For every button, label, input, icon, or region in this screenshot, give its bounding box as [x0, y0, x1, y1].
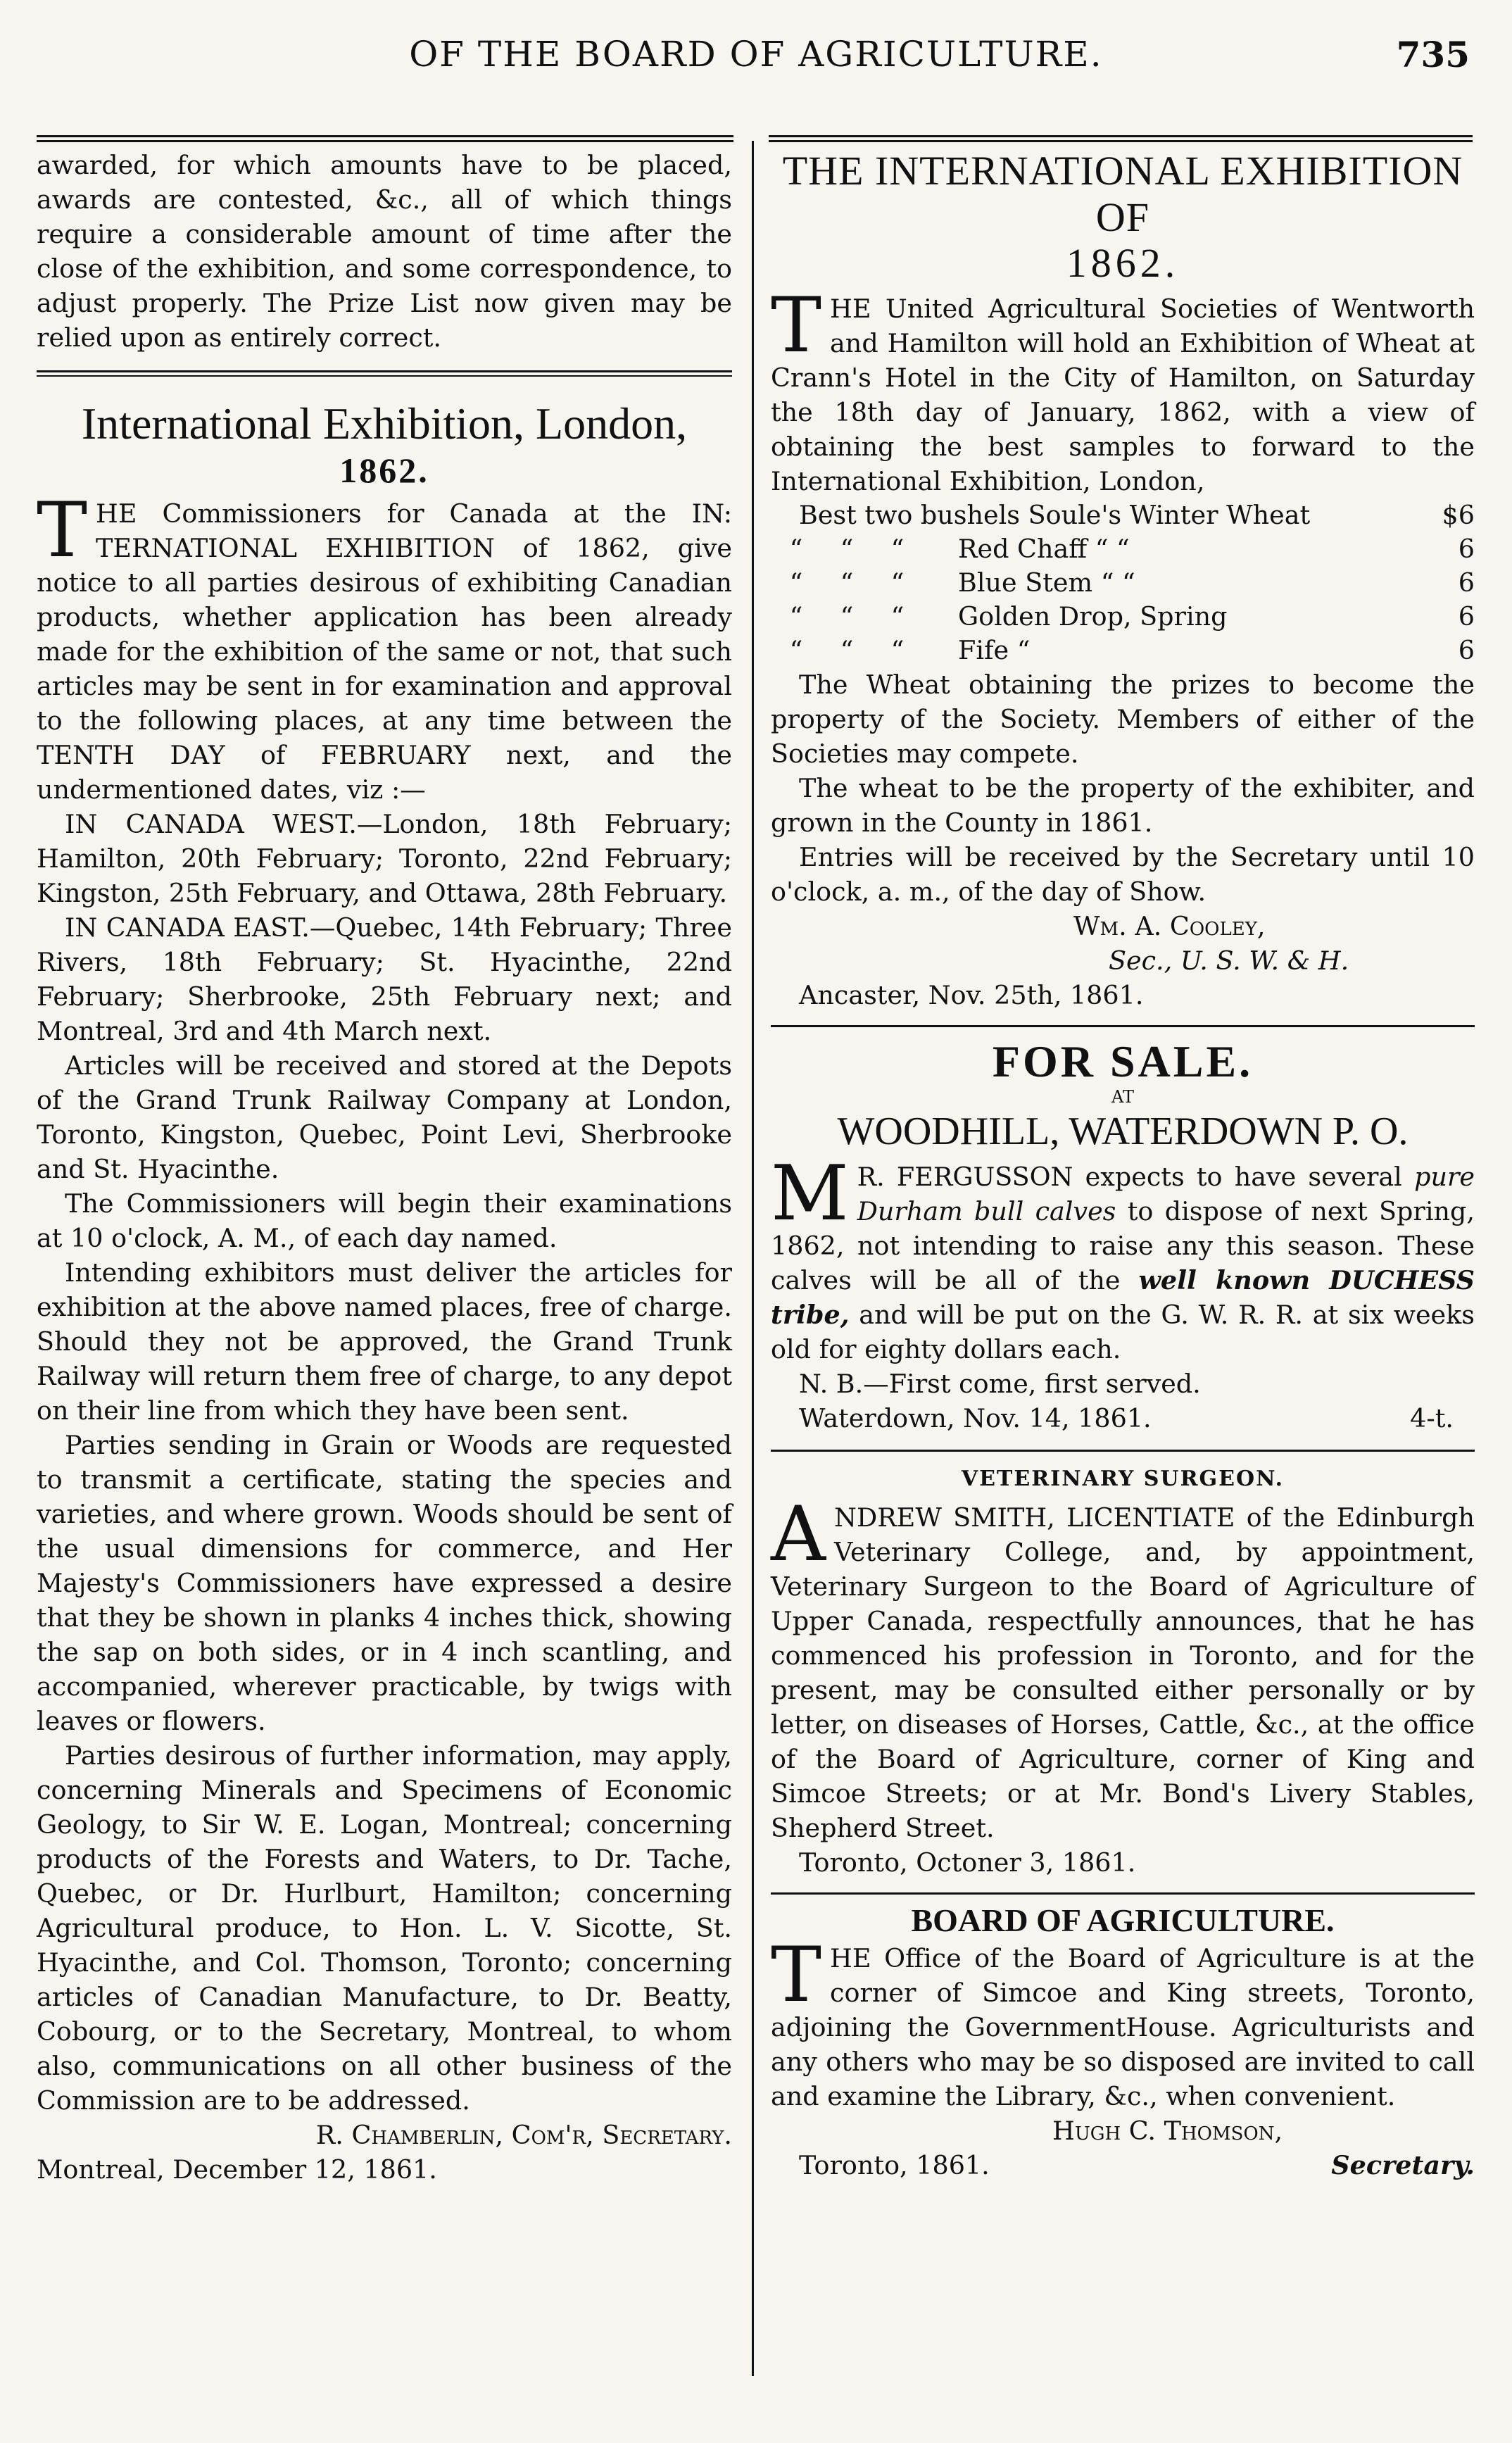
ditto-mark: “: [789, 601, 803, 632]
column-divider: [752, 141, 754, 2376]
ditto-mark: “: [890, 567, 905, 598]
wheat-exhibition-headline: THE INTERNATIONAL EXHIBITION OF: [782, 148, 1463, 240]
canada-east-paragraph: IN CANADA EAST.—Quebec, 14th February; Three Rivers, 18th February; St. Hyacinthe, 22nd February; Sherbrooke, 25th February next; and Montreal, 3rd and 4th March next.: [37, 912, 732, 1046]
ditto-mark: “: [840, 635, 854, 665]
commissioners-paragraph: The Commissioners will begin their examinations at 10 o'clock, A. M., of each day named.: [37, 1188, 732, 1253]
prize-row: [771, 634, 1475, 667]
entries-paragraph: Entries will be received by the Secretary until 10 o'clock, a. m., of the day of Show.: [771, 842, 1475, 907]
for-sale-note: N. B.—First come, first served.: [799, 1369, 1201, 1399]
duchess-tribe: well known DUCHESS tribe,: [771, 1265, 1475, 1330]
for-sale-text: and will be put on the G. W. R. R. at six weeks old for eighty dollars each.: [771, 1300, 1475, 1364]
divider: [771, 1450, 1475, 1452]
prize-row: [771, 498, 1475, 532]
divider: [771, 1892, 1475, 1895]
board-role: Secretary.: [1331, 2150, 1475, 2180]
board-headline: BOARD OF AGRICULTURE.: [911, 1902, 1335, 1938]
ditto-mark: “: [890, 601, 905, 632]
intending-paragraph: Intending exhibitors must deliver the articles for exhibition at the above named places, free of charge. Should they not be approved, the Grand Trunk Railway will return them free of charge, to any depot on their line from which they have been sent.: [37, 1257, 732, 1426]
ancaster-dateline: Ancaster, Nov. 25th, 1861.: [799, 980, 1144, 1010]
divider: [37, 375, 732, 377]
board-text: HE Office of the Board of Agriculture is at the corner of Simcoe and King streets, Toronto, adjoining the GovernmentHouse. Agriculturists and any others who may be so disposed are invited to call and examine the Library, &c., when convenient.: [771, 1943, 1475, 2111]
signature: R. Chamberlin, Com'r, Secretary.: [315, 2120, 732, 2150]
drop-capital: M: [771, 1150, 849, 1238]
veterinary-headline: VETERINARY SURGEON.: [961, 1467, 1285, 1491]
veterinary-dateline: Toronto, Octoner 3, 1861.: [799, 1847, 1136, 1878]
running-title: OF THE BOARD OF AGRICULTURE.: [409, 34, 1103, 75]
prize-row: [771, 600, 1475, 634]
for-sale-headline: FOR SALE.: [992, 1036, 1254, 1086]
articles-paragraph: Articles will be received and stored at the Depots of the Grand Trunk Railway Company at London, Toronto, Kingston, Quebec, Point Levi, Sherbrooke and St. Hyacinthe.: [37, 1050, 732, 1184]
board-signature: Hugh C. Thomson,: [1052, 2116, 1283, 2146]
prize-row: [771, 532, 1475, 566]
prizes-paragraph: The Wheat obtaining the prizes to become the property of the Society. Members of either of the Societies may compete.: [771, 670, 1475, 769]
page-number: 735: [1396, 34, 1470, 75]
parties-paragraph: Parties desirous of further information, may apply, concerning Minerals and Specimens of Economic Geology, to Sir W. E. Logan, Montreal; concerning products of the Forests and Waters, to Dr. Tache, Quebec, or Dr. Hurlburt, Hamilton; concerning Agricultural produce, to Hon. L. V. Sicotte, St. Hyacinthe, and Col. Thomson, Toronto; concerning articles of Canadian Manufacture, to Dr. Beatty, Cobourg, or to the Secretary, Montreal, to whom also, communications on all other business of the Commission are to be addressed.: [37, 1740, 732, 2116]
left-top-rule: [37, 135, 733, 137]
left-column: [37, 148, 732, 2187]
drop-capital: T: [771, 282, 822, 370]
ditto-mark: “: [890, 534, 905, 564]
wheat-exhibition-year: 1862.: [1066, 240, 1180, 286]
prize-label: Golden Drop, Spring: [958, 601, 1228, 632]
for-sale-text: R. FERGUSSON expects to have several: [857, 1162, 1402, 1192]
grain-paragraph: Parties sending in Grain or Woods are requested to transmit a certificate, stating the species and varieties, and where grown. Woods should be sent of the usual dimensions for commerce, and Her Majesty's Commissioners have expressed a desire that they be shown in planks 4 inches thick, showing the sap on both sides, or in 4 inch scantling, and accompanied, wherever practicable, by twigs with leaves or flowers.: [37, 1430, 732, 1736]
intro-paragraph: awarded, for which amounts have to be placed, awards are contested, &c., all of which things require a considerable amount of time after the close of the exhibition, and some correspondence, to adjust properly. The Prize List now given may be relied upon as entirely correct.: [37, 150, 732, 353]
ditto-mark: “: [840, 601, 854, 632]
ditto-mark: “: [840, 534, 854, 564]
veterinary-text: NDREW SMITH, LICENTIATE of the Edinburgh Veterinary College, and, by appointment, Veterinary Surgeon to the Board of Agriculture of Upper Canada, respectfully announces, that he has commenced his profession in Toronto, and for the present, may be consulted either personally or by letter, on diseases of Horses, Cattle, &c., at the office of the Board of Agriculture, corner of King and Simcoe Streets; or at Mr. Bond's Livery Stables, Shepherd Street.: [771, 1502, 1475, 1843]
exhibition-headline: International Exhibition, London,: [81, 398, 688, 448]
for-sale-code: 4-t.: [1410, 1403, 1454, 1433]
board-place: Toronto, 1861.: [799, 2150, 990, 2180]
prize-amount: 6: [1458, 635, 1475, 665]
canada-west-paragraph: IN CANADA WEST.—London, 18th February; Hamilton, 20th February; Toronto, 22nd February; Kingston, 25th February, and Ottawa, 28th February.: [37, 809, 732, 908]
exhibition-year: 1862.: [339, 451, 429, 490]
board-dateline-row: [771, 2148, 1475, 2183]
for-sale-place: WOODHILL, WATERDOWN P. O.: [837, 1110, 1409, 1153]
right-top-rule: [769, 135, 1473, 137]
prize-amount: 6: [1458, 567, 1475, 598]
drop-capital: A: [771, 1490, 826, 1578]
prize-table: [771, 498, 1475, 667]
prize-amount: $6: [1442, 500, 1475, 530]
divider: [37, 370, 732, 372]
lead-paragraph: HE Commissioners for Canada at the IN: TERNATIONAL EXHIBITION of 1862, give notice to all parties desirous of exhibiting Canadian products, whether application has been already made for the exhibition of the same or not, that such articles may be sent in for examination and approval to the following places, at any time between the TENTH DAY of FEBRUARY next, and the undermentioned dates, viz :—: [37, 498, 732, 805]
wheat-property-paragraph: The wheat to be the property of the exhibiter, and grown in the County in 1861.: [771, 773, 1475, 838]
drop-capital: T: [771, 1931, 822, 2019]
dateline: Montreal, December 12, 1861.: [37, 2154, 437, 2185]
prize-amount: 6: [1458, 534, 1475, 564]
right-column: [771, 148, 1475, 2183]
ditto-mark: “: [789, 534, 803, 564]
for-sale-at: AT: [1111, 1087, 1135, 1107]
running-header: [42, 34, 1470, 83]
for-sale-text: to dispose of next Spring, 1862, not intending to raise any this season. These calves will be all of the: [771, 1196, 1475, 1295]
prize-label: Red Chaff “ “: [958, 534, 1130, 564]
prize-label: Fife “: [958, 635, 1031, 665]
ditto-mark: “: [890, 635, 905, 665]
for-sale-dateline-row: [771, 1401, 1475, 1436]
ditto-mark: “: [789, 567, 803, 598]
prize-amount: 6: [1458, 601, 1475, 632]
prize-label: Best two bushels Soule's Winter Wheat: [799, 500, 1311, 530]
secretary-name: Wm. A. Cooley,: [1073, 911, 1266, 941]
for-sale-emphasis: pure Durham bull calves: [857, 1162, 1475, 1226]
drop-capital: T: [37, 486, 88, 574]
for-sale-date: Waterdown, Nov. 14, 1861.: [799, 1403, 1152, 1433]
ditto-mark: “: [789, 635, 803, 665]
prize-row: [771, 566, 1475, 600]
prize-label: Blue Stem “ “: [958, 567, 1135, 598]
divider: [771, 1025, 1475, 1027]
secretary-title: Sec., U. S. W. & H.: [1109, 946, 1349, 976]
ditto-mark: “: [840, 567, 854, 598]
wheat-lead-paragraph: HE United Agricultural Societies of Wentworth and Hamilton will hold an Exhibition of Wheat at Crann's Hotel in the City of Hamilton, on Saturday the 18th day of January, 1862, with a view of obtaining the best samples to forward to the International Exhibition, London,: [771, 294, 1475, 496]
